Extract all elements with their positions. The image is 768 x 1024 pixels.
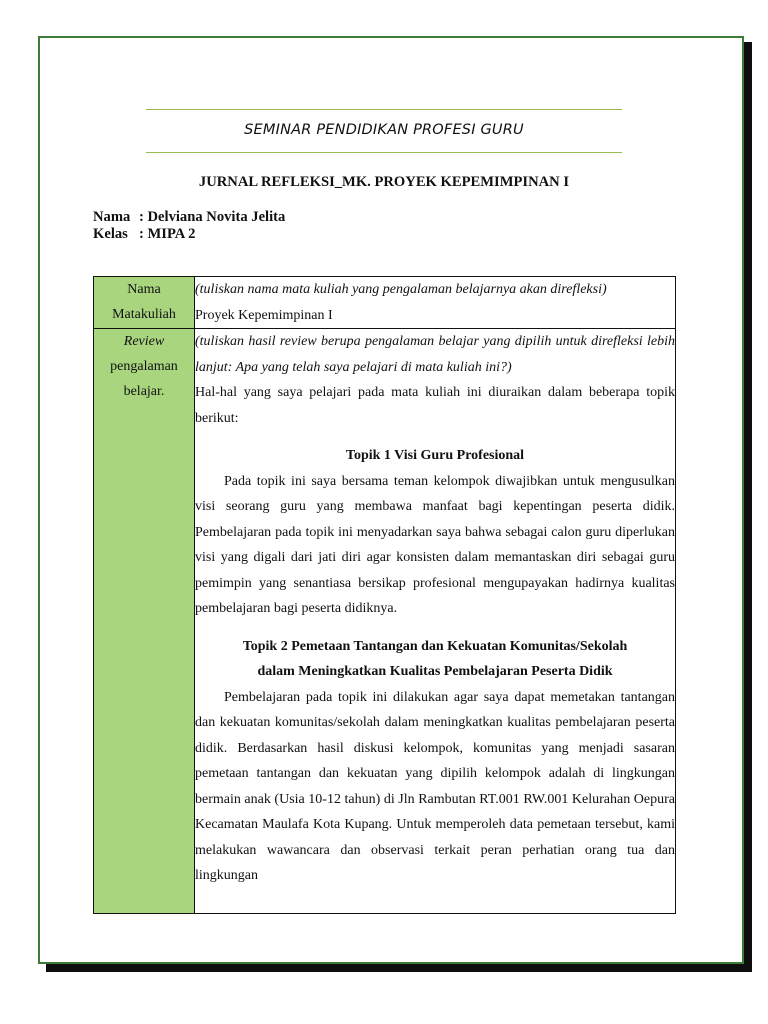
topic1-title: Topik 1 Visi Guru Profesional: [345, 448, 525, 463]
header-top-rule: [146, 109, 622, 110]
topic1-body: Pada topik ini saya bersama teman kelompok diwajibkan untuk mengusulkan visi seorang guru yang membawa manfaat bagi kepentingan peserta didik. Pembelajaran pada topik ini menyadarkan saya bahwa sebagai calon guru diperlukan visi yang digali dari jati diri agar konsisten dalam memantaskan diri sebagai guru pemimpin yang senantiasa bersikap profesional mengupayakan hadirnya kualitas pembelajaran bagi peserta didiknya.: [195, 473, 675, 616]
course-label-line2: Matakuliah: [112, 307, 176, 322]
review-intro: Hal-hal yang saya pelajari pada mata kuliah ini diuraikan dalam beberapa topik berikut:: [195, 385, 675, 426]
class-label: Kelas: [93, 226, 128, 242]
name-value: : Delviana Novita Jelita: [139, 209, 286, 225]
review-label-line3: belajar.: [123, 384, 165, 399]
table-row-review: [94, 329, 676, 914]
review-label-line2: pengalaman: [110, 359, 178, 374]
course-instruction: (tuliskan nama mata kuliah yang pengalaman belajarnya akan direfleksi): [195, 282, 607, 297]
topic2-title-line1: Topik 2 Pemetaan Tantangan dan Kekuatan Komunitas/Sekolah: [242, 638, 628, 654]
review-content-cell: [195, 329, 676, 914]
name-label: Nama: [93, 209, 131, 225]
course-label-cell: [94, 277, 195, 329]
topic2-title-line2: dalam Meningkatkan Kualitas Pembelajaran Peserta Didik: [257, 664, 613, 679]
identity-class-row: [93, 226, 195, 243]
course-content-cell: [195, 277, 676, 329]
identity-name-row: [93, 209, 285, 226]
journal-title: JURNAL REFLEKSI_MK. PROYEK KEPEMIMPINAN I: [198, 174, 570, 190]
seminar-title: SEMINAR PENDIDIKAN PROFESI GURU: [244, 122, 524, 138]
class-value: : MIPA 2: [139, 226, 196, 242]
review-instruction: (tuliskan hasil review berupa pengalaman belajar yang dipilih untuk direfleksi lebih lanjut: Apa yang telah saya pelajari di mata kuliah ini?): [195, 334, 675, 375]
header-bottom-rule: [146, 152, 622, 153]
review-label-line1: Review: [123, 334, 165, 349]
reflection-table: [93, 276, 676, 914]
topic2-body: Pembelajaran pada topik ini dilakukan agar saya dapat memetakan tantangan dan kekuatan komunitas/sekolah dalam meningkatkan kualitas pembelajaran peserta didik. Berdasarkan hasil diskusi kelompok, komunitas yang menjadi sasaran pemetaan tantangan dan kekuatan yang dipilih kelompok adalah di lingkungan bermain anak (Usia 10-12 tahun) di Jln Rambutan RT.001 RW.001 Kelurahan Oepura Kecamatan Maulafa Kota Kupang. Untuk memperoleh data pemetaan tersebut, kami melakukan wawancara dan observasi terkait peran perhatian orang tua dan lingkungan: [195, 689, 675, 883]
course-label-line1: Nama: [127, 282, 161, 297]
course-value: Proyek Kepemimpinan I: [195, 307, 333, 323]
table-row-course: [94, 277, 676, 329]
review-label-cell: [94, 329, 195, 914]
